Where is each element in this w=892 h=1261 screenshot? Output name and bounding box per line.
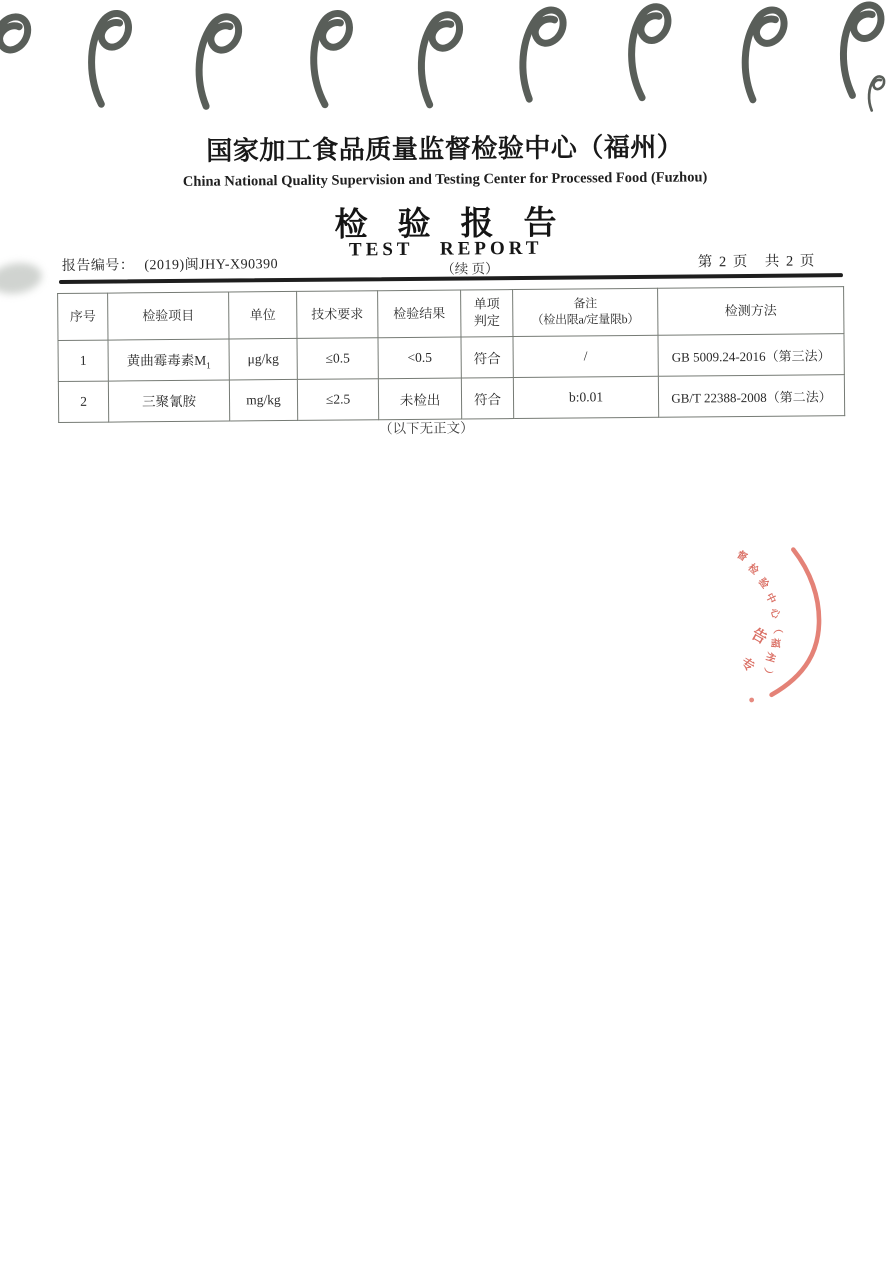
seal-ring-char: 心 bbox=[767, 607, 782, 620]
cell-item bbox=[108, 339, 229, 381]
scan-edge-blob bbox=[0, 260, 44, 297]
cell-item bbox=[108, 380, 229, 422]
results-table bbox=[57, 286, 845, 423]
cell-judgment: 符合 bbox=[461, 337, 513, 378]
page-number: 第 2 页 共 2 页 bbox=[697, 253, 816, 271]
cell-method: GB/T 22388-2008（第二法） bbox=[658, 375, 844, 418]
seal-ring-char: ） bbox=[758, 666, 773, 680]
ink-smudge bbox=[618, 4, 687, 98]
cell-remark: b:0.01 bbox=[513, 376, 658, 418]
col-header-requirement: 技术要求 bbox=[297, 291, 378, 339]
table-row bbox=[58, 334, 844, 382]
continuation-note: （续 页） bbox=[441, 261, 499, 277]
org-name-english: China National Quality Supervision and Testing Center for Processed Food (Fuzhou) bbox=[182, 169, 708, 190]
seal-arc-stroke bbox=[767, 549, 819, 694]
report-number-label: 报告编号： bbox=[61, 258, 135, 274]
ink-smudge bbox=[513, 8, 574, 99]
item-text: 三聚氰胺 bbox=[141, 393, 197, 410]
cell-unit: μg/kg bbox=[229, 338, 297, 380]
item-subscript: 1 bbox=[206, 360, 211, 371]
report-title-english: TEST REPORT bbox=[348, 237, 543, 261]
ink-smudge bbox=[0, 15, 38, 106]
seal-ring-char: 州 bbox=[763, 650, 777, 664]
seal-inner-char: 告 bbox=[748, 626, 770, 648]
cell-result: 未检出 bbox=[378, 378, 461, 420]
col-header-no: 序号 bbox=[58, 293, 108, 340]
end-of-text-note: （以下无正文） bbox=[378, 420, 474, 437]
seal-ring-char: 中 bbox=[763, 591, 778, 606]
seal-ring-char: 督 bbox=[734, 549, 749, 564]
col-header-unit: 单位 bbox=[229, 291, 297, 339]
table-row bbox=[58, 375, 844, 423]
ink-smudge bbox=[865, 76, 889, 111]
item-text: 黄曲霉毒素M bbox=[126, 352, 207, 369]
cell-judgment: 符合 bbox=[461, 378, 513, 419]
table-header-row bbox=[58, 287, 844, 341]
ink-smudge bbox=[299, 11, 369, 106]
report-title-chinese: 检验报告 bbox=[334, 205, 587, 244]
cell-result: <0.5 bbox=[378, 337, 461, 379]
seal-inner-char: 专 bbox=[738, 654, 758, 675]
report-number bbox=[62, 253, 278, 275]
org-name-chinese: 国家加工食品质量监督检验中心（福州） bbox=[206, 132, 684, 166]
ink-smudge bbox=[189, 15, 252, 107]
seal-ring-char: 福 bbox=[768, 637, 781, 649]
ink-smudge bbox=[831, 3, 891, 96]
col-header-remark: 备注 （检出限a/定量限b） bbox=[513, 288, 658, 336]
scan-artifacts bbox=[0, 0, 891, 141]
cell-remark: / bbox=[513, 335, 658, 377]
ink-smudge bbox=[410, 12, 475, 105]
seal-ink-dot bbox=[749, 698, 754, 703]
ink-smudge bbox=[734, 8, 798, 100]
col-header-result: 检验结果 bbox=[378, 290, 461, 338]
col-header-method: 检测方法 bbox=[658, 287, 844, 336]
seal-ring-char: 验 bbox=[755, 576, 771, 591]
seal-ring-char: 检 bbox=[745, 562, 761, 578]
report-number-value: (2019)闽JHY-X90390 bbox=[144, 257, 279, 274]
cell-requirement: ≤0.5 bbox=[297, 338, 378, 380]
cell-no: 1 bbox=[58, 340, 108, 381]
cell-unit: mg/kg bbox=[229, 379, 297, 421]
results-table-container bbox=[57, 286, 844, 423]
cell-method: GB 5009.24-2016（第三法） bbox=[658, 334, 844, 377]
cell-requirement: ≤2.5 bbox=[297, 379, 378, 421]
cell-no: 2 bbox=[58, 381, 108, 422]
col-header-item: 检验项目 bbox=[108, 292, 229, 340]
col-header-judgment: 单项 判定 bbox=[461, 290, 513, 337]
ink-smudge bbox=[78, 11, 146, 105]
red-seal-partial bbox=[702, 533, 854, 724]
seal-ring-char: （ bbox=[770, 623, 783, 635]
